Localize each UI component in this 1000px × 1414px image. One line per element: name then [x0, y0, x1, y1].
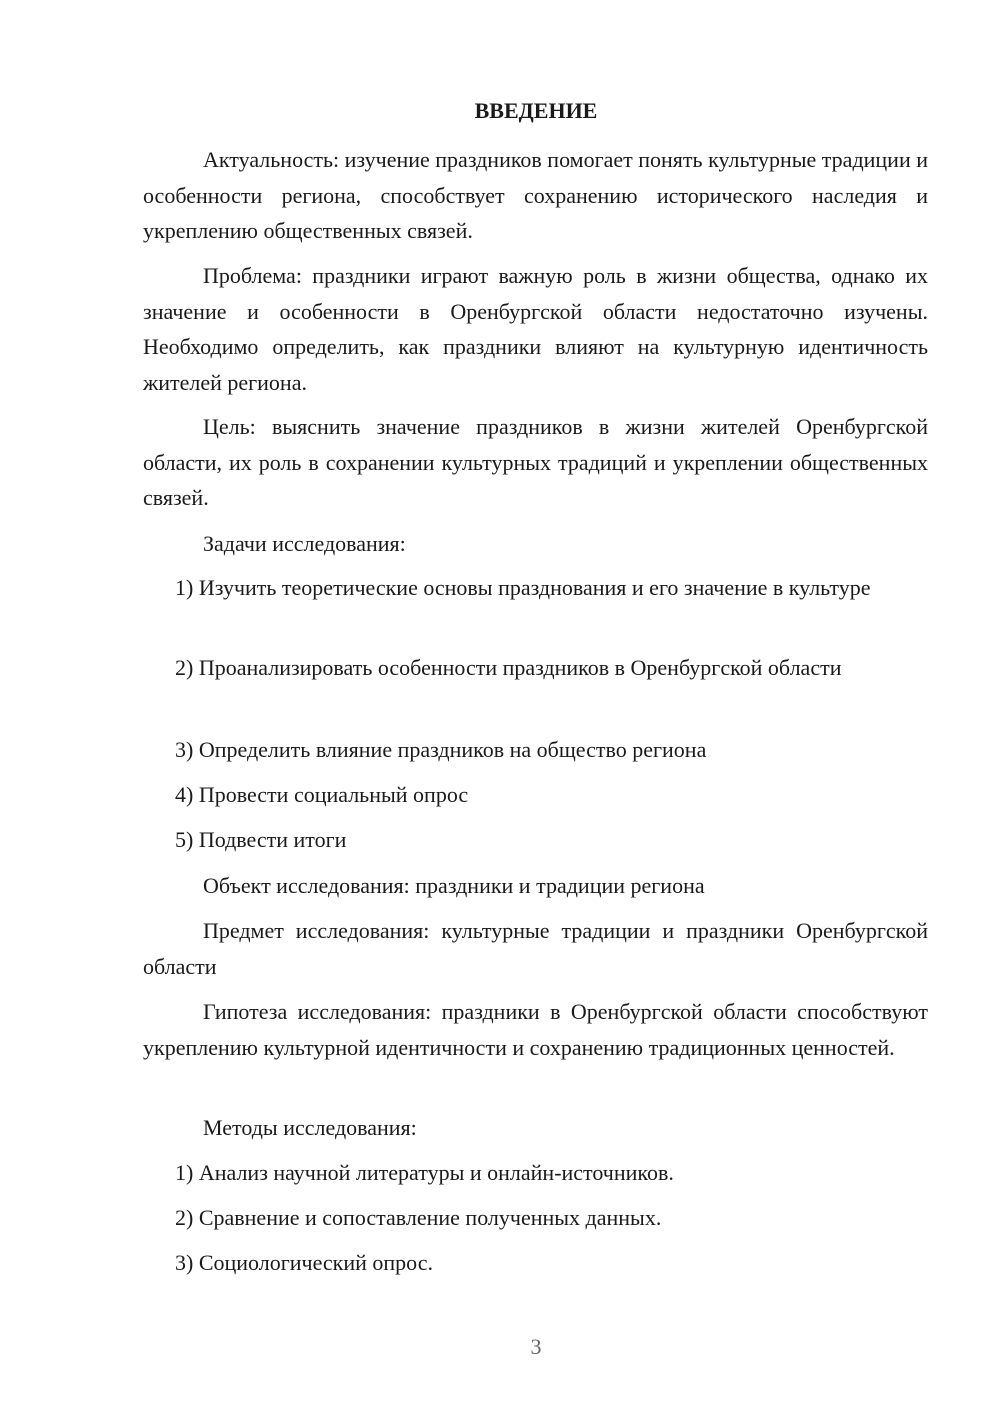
paragraph-problem: Проблема: праздники играют важную роль в жизни общества, однако их значение и особенности в Оренбургской области недостаточно изучены. Необходимо определить, как праздники влияют на культурную идентичность жителей региона. — [143, 263, 928, 395]
method-item-3: 3) Социологический опрос. — [175, 1250, 433, 1275]
task-item-3: 3) Определить влияние праздников на общество региона — [175, 737, 707, 762]
paragraph-goal: Цель: выяснить значение праздников в жизни жителей Оренбургской области, их роль в сохранении культурных традиций и укреплении общественных связей. — [143, 414, 928, 510]
methods-heading: Методы исследования: — [203, 1115, 417, 1140]
task-item-2: 2) Проанализировать особенности праздников в Оренбургской области — [175, 655, 842, 680]
task-item-4: 4) Провести социальный опрос — [175, 782, 469, 807]
page-number: 3 — [530, 1334, 542, 1359]
paragraph-object: Объект исследования: праздники и традиции региона — [203, 873, 705, 898]
tasks-heading: Задачи исследования: — [203, 531, 406, 556]
method-item-1: 1) Анализ научной литературы и онлайн-источников. — [175, 1160, 674, 1185]
paragraph-subject: Предмет исследования: культурные традиции и праздники Оренбургской области — [143, 918, 928, 979]
paragraph-relevance: Актуальность: изучение праздников помогает понять культурные традиции и особенности региона, способствует сохранению исторического наследия и укреплению общественных связей. — [143, 147, 929, 243]
task-item-5: 5) Подвести итоги — [175, 827, 347, 852]
section-title: ВВЕДЕНИЕ — [474, 98, 598, 123]
method-item-2: 2) Сравнение и сопоставление полученных данных. — [175, 1205, 662, 1230]
task-item-1: 1) Изучить теоретические основы празднования и его значение в культуре — [175, 575, 871, 600]
paragraph-hypothesis: Гипотеза исследования: праздники в Оренбургской области способствуют укреплению культурной идентичности и сохранению традиционных ценностей. — [143, 999, 928, 1060]
